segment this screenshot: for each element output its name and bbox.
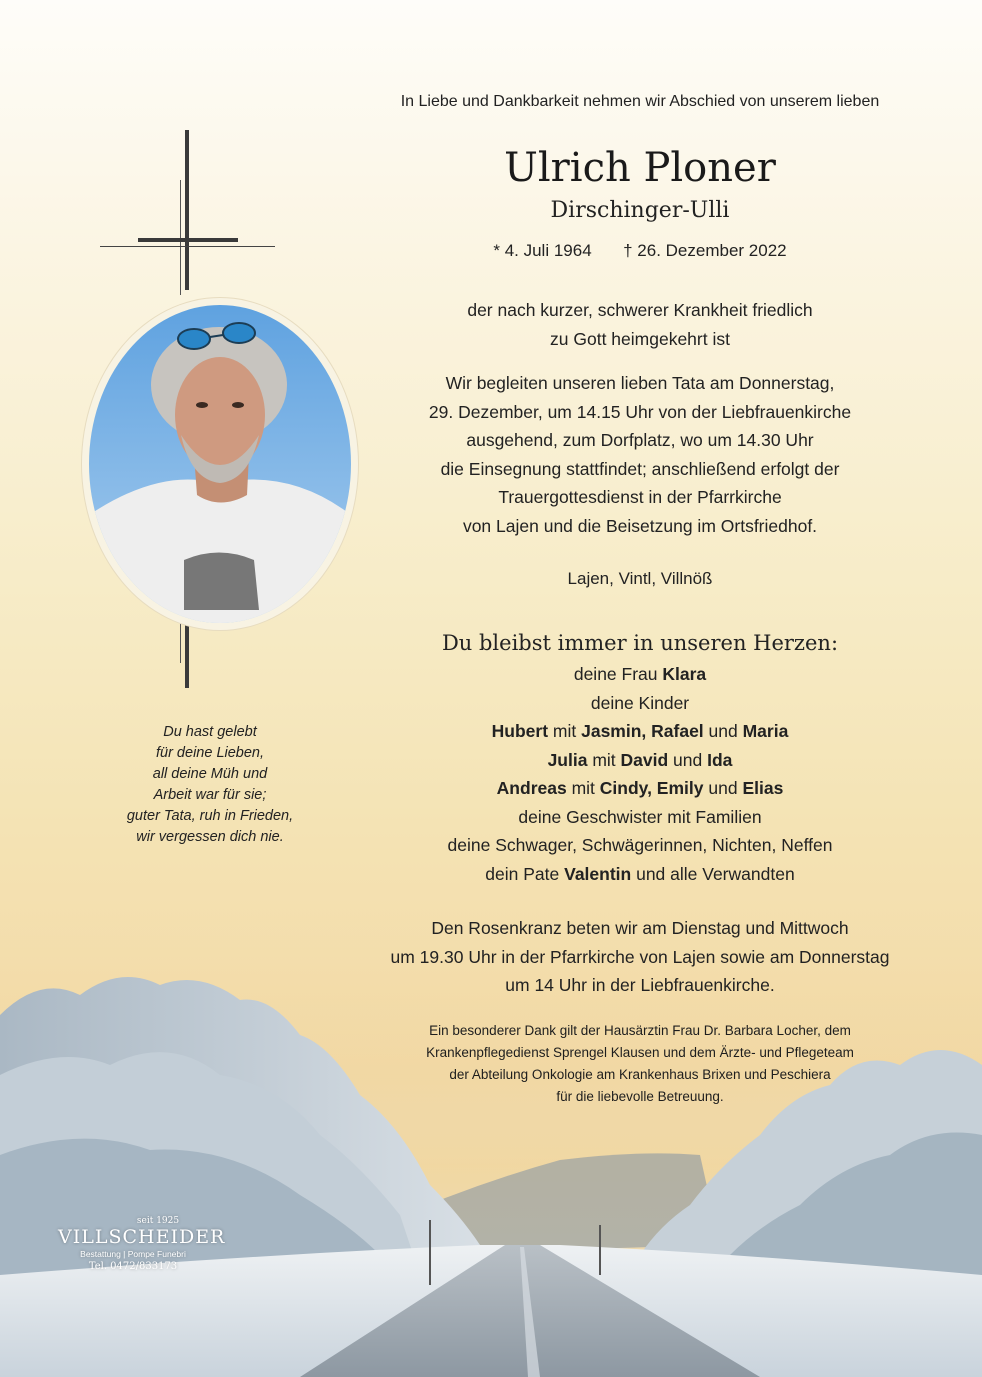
mourner-line [370, 689, 910, 718]
funeral-line: 29. Dezember, um 14.15 Uhr von der Liebfrauenkirche [428, 401, 852, 422]
mourner-name: Jasmin, Rafael [581, 721, 704, 741]
passing-line: zu Gott heimgekehrt ist [550, 328, 730, 349]
mourner-text: deine Frau [573, 664, 663, 684]
logo-name: VILLSCHEIDER [58, 1226, 226, 1248]
funeral-text [370, 369, 910, 540]
passing-text [370, 296, 910, 353]
mourner-line [370, 774, 910, 803]
mourner-name: Klara [662, 664, 707, 684]
mourner-line [370, 860, 910, 889]
mourner-line [370, 717, 910, 746]
poem-line: Arbeit war für sie; [153, 787, 267, 803]
thanks-line: Ein besonderer Dank gilt der Hausärztin Frau Dr. Barbara Locher, dem [429, 1023, 851, 1038]
thanks-line: der Abteilung Onkologie am Krankenhaus Brixen und Peschiera [449, 1067, 831, 1082]
birth-date: * 4. Juli 1964 [493, 241, 592, 260]
poem-line: für deine Lieben, [155, 745, 265, 761]
funeral-line: ausgehend, zum Dorfplatz, wo um 14.30 Uhr [466, 430, 814, 450]
mourner-text: mit [587, 749, 621, 770]
mourner-name: Cindy, Emily [599, 778, 704, 798]
rosary-line: um 14 Uhr in der Liebfrauenkirche. [505, 975, 775, 995]
funeral-line: Trauergottesdienst in der Pfarrkirche [498, 487, 782, 507]
mourner-text: deine Kinder [590, 692, 690, 713]
mourner-line [370, 746, 910, 775]
poem-line: Du hast gelebt [163, 724, 257, 740]
thanks-line: Krankenpflegedienst Sprengel Klausen und dem Ärzte- und Pflegeteam [426, 1045, 854, 1060]
portrait-photo [89, 305, 351, 623]
logo-subtitle: Bestattung | Pompe Funebri [80, 1249, 186, 1259]
mourner-name: Maria [742, 721, 789, 741]
rosary-text [370, 914, 910, 1000]
poem-line: all deine Müh und [152, 766, 268, 782]
mourner-line [370, 660, 910, 689]
rosary-line: um 19.30 Uhr in der Pfarrkirche von Lajen sowie am Donnerstag [390, 946, 890, 967]
mourner-text: deine Geschwister mit Familien [518, 806, 762, 827]
mourner-name: Ida [707, 749, 733, 770]
mourners-heading: Du bleibst immer in unseren Herzen: [441, 631, 839, 655]
death-date: † 26. Dezember 2022 [623, 241, 787, 260]
logo-phone: Tel. 0472/833173 [88, 1261, 178, 1272]
funeral-home-logo [58, 1216, 226, 1274]
rosary-line: Den Rosenkranz beten wir am Dienstag und Mittwoch [431, 918, 849, 938]
poem-line: wir vergessen dich nie. [136, 829, 284, 845]
mourner-text: mit [548, 721, 582, 741]
winter-road-image [0, 955, 982, 1377]
mourner-name: Elias [742, 778, 784, 798]
funeral-line: von Lajen und die Beisetzung im Ortsfriedhof. [462, 515, 818, 536]
mourner-name: David [620, 749, 669, 770]
mourners-list [370, 660, 910, 888]
mourner-line [370, 803, 910, 832]
deceased-name: Ulrich Ploner [504, 145, 776, 191]
mourner-name: Hubert [491, 721, 549, 741]
life-dates [370, 238, 910, 264]
mourner-text: und alle Verwandten [631, 863, 795, 884]
mourner-text: und [703, 778, 743, 798]
nickname: Dirschinger-Ulli [550, 198, 730, 223]
mourner-text: dein Pate [485, 863, 565, 884]
funeral-line: Wir begleiten unseren lieben Tata am Donnerstag, [445, 373, 835, 393]
logo-established: seit 1925 [136, 1216, 180, 1226]
funeral-line: die Einsegnung stattfindet; anschließend erfolgt der [440, 458, 840, 479]
mourner-name: Valentin [564, 863, 632, 884]
thanks-text [370, 1020, 910, 1108]
mourner-text: mit [566, 778, 600, 798]
mourner-line [370, 831, 910, 860]
places: Lajen, Vintl, Villnöß [567, 569, 713, 588]
intro-line: In Liebe und Dankbarkeit nehmen wir Abschied von unserem lieben [400, 93, 880, 110]
mourner-text: deine Schwager, Schwägerinnen, Nichten, Neffen [447, 835, 833, 855]
poem-line: guter Tata, ruh in Frieden, [126, 808, 294, 824]
thanks-line: für die liebevolle Betreuung. [556, 1089, 724, 1104]
mourner-text: und [703, 721, 743, 741]
mourner-name: Andreas [496, 778, 567, 798]
mourner-name: Julia [547, 749, 588, 770]
mourner-text: und [668, 749, 708, 770]
memorial-poem [110, 722, 310, 848]
passing-line: der nach kurzer, schwerer Krankheit friedlich [467, 300, 813, 320]
